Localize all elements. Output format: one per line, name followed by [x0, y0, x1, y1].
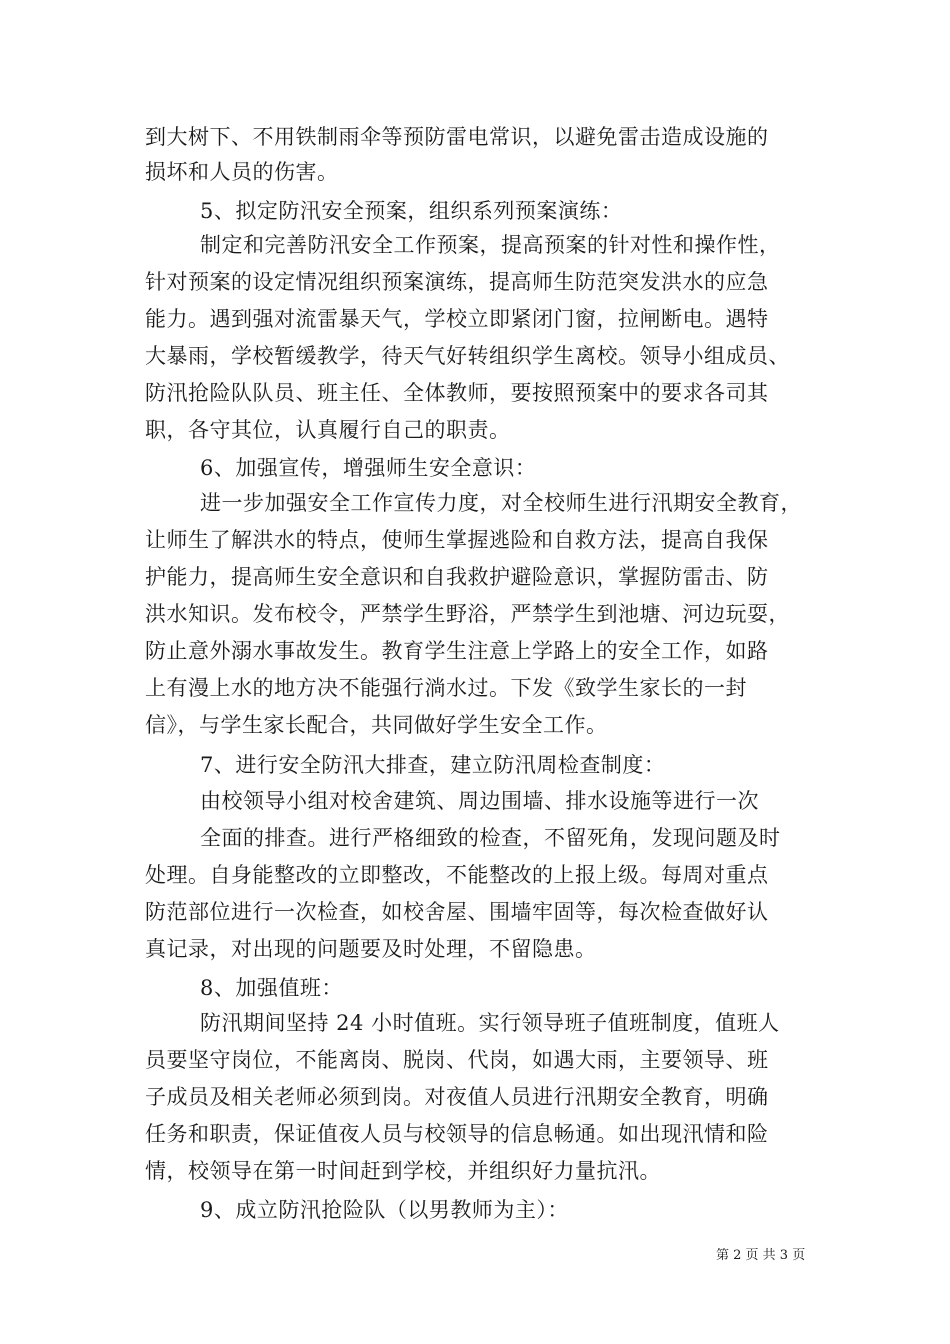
- section-heading-5: 5、拟定防汛安全预案，组织系列预案演练：: [200, 199, 623, 223]
- paragraph-first-line: 制定和完善防汛安全工作预案，提高预案的针对性和操作性，: [200, 233, 781, 257]
- body-line: 大暴雨，学校暂缓教学，待天气好转组织学生离校。领导小组成员、: [145, 344, 790, 368]
- body-line: 信》，与学生家长配合，共同做好学生安全工作。: [145, 713, 608, 737]
- body-line: 防止意外溺水事故发生。教育学生注意上学路上的安全工作，如路: [145, 639, 769, 663]
- body-line: 护能力，提高师生安全意识和自我救护避险意识，掌握防雷击、防: [145, 565, 769, 589]
- body-line: 防范部位进行一次检查，如校舍屋、围墙牢固等，每次检查做好认: [145, 900, 769, 924]
- body-line: 上有漫上水的地方决不能强行淌水过。下发《致学生家长的一封: [145, 676, 747, 700]
- paragraph-first-line: 进一步加强安全工作宣传力度，对全校师生进行汛期安全教育，: [200, 491, 802, 515]
- body-line: 情，校领导在第一时间赶到学校，并组织好力量抗汛。: [145, 1159, 661, 1183]
- section-heading-9: 9、成立防汛抢险队（以男教师为主）：: [200, 1198, 569, 1222]
- body-line: 处理。自身能整改的立即整改，不能整改的上报上级。每周对重点: [145, 863, 769, 887]
- page-number: 第 2 页 共 3 页: [716, 1248, 806, 1263]
- paragraph-first-line: 防汛期间坚持 24 小时值班。实行领导班子值班制度，值班人: [200, 1011, 780, 1035]
- body-line: 子成员及相关老师必须到岗。对夜值人员进行汛期安全教育，明确: [145, 1085, 769, 1109]
- body-line: 到大树下、不用铁制雨伞等预防雷电常识，以避免雷击造成设施的: [145, 125, 769, 149]
- body-line: 让师生了解洪水的特点，使师生掌握逃险和自救方法，提高自我保: [145, 528, 769, 552]
- body-line: 损坏和人员的伤害。: [145, 160, 339, 184]
- body-line-indented: 全面的排查。进行严格细致的检查，不留死角，发现问题及时: [200, 826, 781, 850]
- body-line: 防汛抢险队队员、班主任、全体教师，要按照预案中的要求各司其: [145, 381, 769, 405]
- section-heading-6: 6、加强宣传，增强师生安全意识：: [200, 456, 537, 480]
- section-heading-8: 8、加强值班：: [200, 976, 343, 1000]
- body-line: 任务和职责，保证值夜人员与校领导的信息畅通。如出现汛情和险: [145, 1122, 769, 1146]
- body-line: 针对预案的设定情况组织预案演练，提高师生防范突发洪水的应急: [145, 270, 769, 294]
- body-line: 洪水知识。发布校令，严禁学生野浴，严禁学生到池塘、河边玩耍，: [145, 602, 790, 626]
- paragraph-first-line: 由校领导小组对校舍建筑、周边围墙、排水设施等进行一次: [200, 789, 759, 813]
- section-heading-7: 7、进行安全防汛大排查，建立防汛周检查制度：: [200, 753, 666, 777]
- body-line: 真记录，对出现的问题要及时处理，不留隐患。: [145, 937, 597, 961]
- body-line: 职，各守其位，认真履行自己的职责。: [145, 418, 511, 442]
- body-line: 员要坚守岗位，不能离岗、脱岗、代岗，如遇大雨，主要领导、班: [145, 1048, 769, 1072]
- body-line: 能力。遇到强对流雷暴天气，学校立即紧闭门窗，拉闸断电。遇特: [145, 307, 769, 331]
